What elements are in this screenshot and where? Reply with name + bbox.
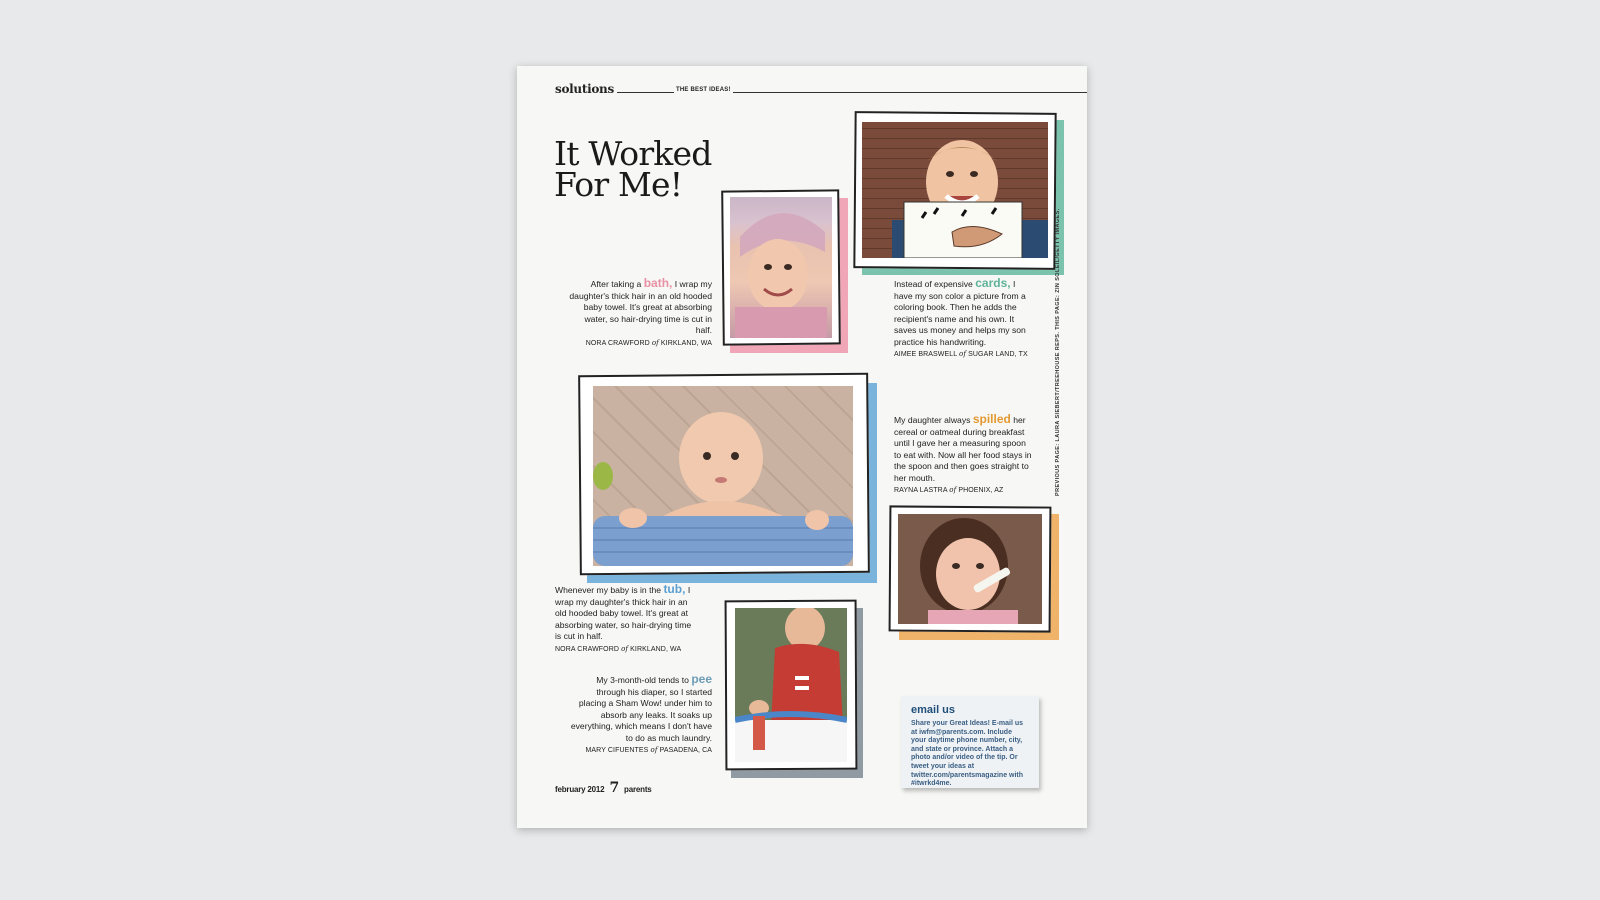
photo-image	[735, 608, 847, 762]
tip-keyword: spilled	[972, 412, 1011, 426]
email-us-body: Share your Great Ideas! E-mail us at iwfm@parents.com. Include your daytime phone number, city, and state or province. Attach a photo and/or video of the tip. Or tweet your ideas at twitter.com/parentsmagazine with #itwrkd4me.	[911, 720, 1024, 788]
magazine-page	[517, 66, 1087, 828]
photo-image	[898, 514, 1042, 624]
photo-image	[862, 122, 1048, 258]
tip-keyword: pee	[691, 672, 712, 686]
page-number: 7	[609, 780, 620, 796]
photo-boy-card	[854, 112, 1064, 277]
tip-credit: RAYNA LASTRA of PHOENIX, AZ	[894, 486, 1004, 494]
tip-keyword: cards,	[975, 276, 1011, 290]
tip-lead: My daughter always	[894, 415, 971, 425]
tip-credit: NORA CRAWFORD of KIRKLAND, WA	[585, 338, 712, 347]
tip-lead: My 3-month-old tends to	[596, 675, 689, 685]
tip-bath	[567, 278, 712, 349]
page-title: It Worked For Me!	[554, 134, 712, 204]
section-label: solutions	[555, 82, 614, 96]
photo-image	[593, 386, 853, 566]
tip-cards	[894, 278, 1034, 361]
tip-credit: AIMEE BRASWELL of SUGAR LAND, TX	[894, 350, 1028, 358]
tip-body: I wrap my daughter's thick hair in an old hooded baby towel. It's great at absorbing water, so hair-drying time is cut in half.	[555, 585, 692, 641]
tip-body: her cereal or oatmeal during breakfast until I gave her a measuring spoon to eat with. Now all her food stays in the spoon and then goes straight to her mouth.	[894, 415, 1032, 483]
footer-brand: parents	[624, 785, 652, 794]
header-kicker: THE BEST IDEAS!	[676, 87, 731, 93]
tip-lead: Instead of expensive	[894, 279, 973, 289]
photo-boy-painting	[725, 600, 865, 780]
photo-baby-tub	[579, 374, 879, 582]
tip-tub	[555, 584, 695, 655]
tip-lead: Whenever my baby is in the	[555, 585, 662, 595]
photo-girl-towel	[722, 190, 852, 355]
tip-body: I have my son color a picture from a coloring book. Then he adds the recipient's name and his own. It saves us money and helps my son practice his handwriting.	[894, 279, 1026, 347]
tip-keyword: bath,	[643, 276, 673, 290]
tip-pee	[567, 674, 712, 757]
tip-keyword: tub,	[663, 582, 686, 596]
email-us-title: email us	[911, 704, 956, 716]
email-us-box	[901, 696, 1039, 788]
photo-credits: PREVIOUS PAGE: LAURA SIEBERT/TREEHOUSE REPS. THIS PAGE: ZIN SOLEIL/GETTY IMAGES.	[1055, 208, 1061, 496]
footer-date: february 2012	[555, 785, 605, 794]
tip-body: I wrap my daughter's thick hair in an old hooded baby towel. It's great at absorbing water, so hair-drying time is cut in half.	[569, 279, 712, 335]
photo-image	[730, 197, 832, 338]
photo-girl-spoon	[889, 506, 1059, 642]
tip-lead: After taking a	[590, 279, 642, 289]
tip-credit: MARY CIFUENTES of PASADENA, CA	[585, 746, 712, 754]
page-footer	[555, 780, 652, 796]
tip-spilled	[894, 414, 1034, 497]
tip-credit: NORA CRAWFORD of KIRKLAND, WA	[555, 644, 682, 653]
tip-body: through his diaper, so I started placing a Sham Wow! under him to absorb any leaks. It soaks up everything, which means I don't have to do as much laundry.	[570, 686, 712, 743]
